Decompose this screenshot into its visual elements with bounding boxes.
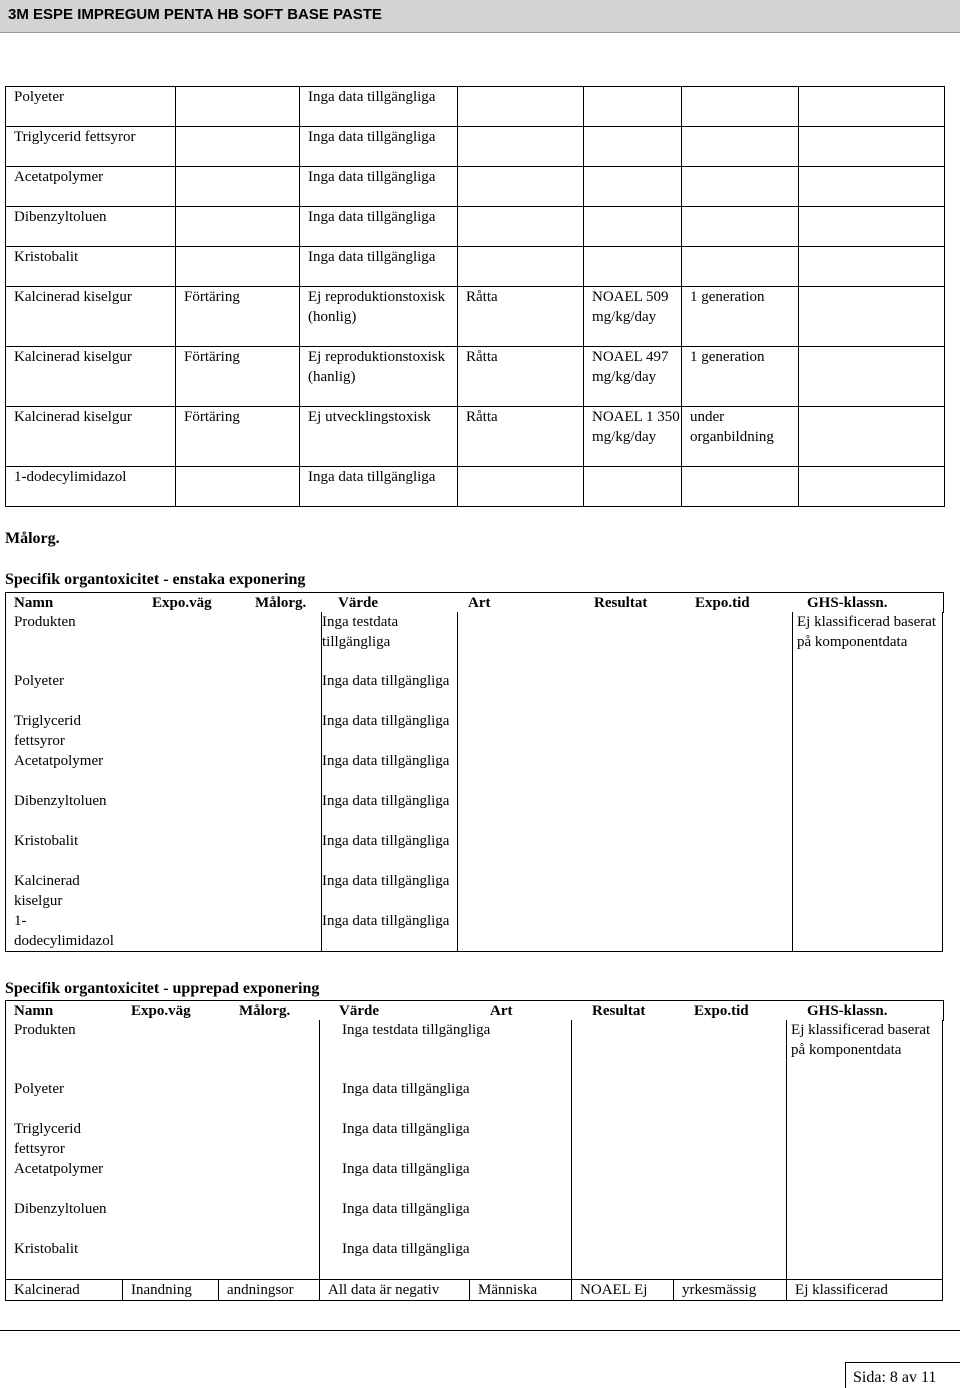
header-malorg: Målorg.: [255, 595, 307, 611]
header-art: Art: [490, 1003, 513, 1019]
table-row: [6, 127, 945, 167]
header-varde: Värde: [338, 595, 378, 611]
result-cell: [584, 127, 682, 167]
value-cell: Ej reproduktionstoxisk (honlig): [300, 287, 458, 347]
substance-name: Produkten: [6, 612, 322, 671]
value-cell: Inga testdata tillgängliga: [322, 612, 458, 671]
table-row: [6, 347, 945, 407]
exposure-route: [176, 127, 300, 167]
duration-cell: [682, 247, 799, 287]
value-cell: Inga data tillgängliga: [322, 671, 458, 711]
single-exposure-header-row: [5, 592, 944, 613]
substance-name: Kristobalit: [6, 247, 176, 287]
empty-cell: [793, 911, 943, 952]
species-cell: [458, 467, 584, 507]
table-row: [6, 207, 945, 247]
header-ghs: GHS-klassn.: [807, 1003, 888, 1019]
substance-name: Dibenzyltoluen: [6, 791, 322, 831]
exposure-route: [176, 87, 300, 127]
empty-cell: [793, 871, 943, 911]
substance-name: Kalcinerad kiselgur: [6, 347, 176, 407]
value-cell: Inga data tillgängliga: [322, 751, 458, 791]
empty-cell: [793, 751, 943, 791]
result-cell: [584, 247, 682, 287]
repeated-exposure-header-row: [5, 1000, 944, 1021]
empty-cell: [458, 911, 793, 952]
species-cell: [458, 167, 584, 207]
substance-name: 1-dodecylimidazol: [6, 911, 322, 952]
value-cell: Inga data tillgängliga: [300, 467, 458, 507]
table-row: [6, 87, 945, 127]
value-cell: Inga data tillgängliga: [320, 1079, 572, 1119]
duration-cell: [682, 127, 799, 167]
duration-cell: [682, 207, 799, 247]
empty-cell: [458, 831, 793, 871]
duration-cell: under organbildning: [682, 407, 799, 467]
table-row: [6, 167, 945, 207]
product-row: [6, 612, 943, 671]
duration-cell: [682, 167, 799, 207]
header-expo-tid: Expo.tid: [695, 595, 750, 611]
substance-name: Kalcinerad kiselgur: [6, 871, 322, 911]
substance-name: Triglycerid fettsyror: [6, 1119, 320, 1159]
table-row: [6, 711, 943, 751]
table-row: [6, 751, 943, 791]
species-cell: Människa: [470, 1280, 572, 1301]
value-cell: Inga data tillgängliga: [322, 831, 458, 871]
exposure-route: Förtäring: [176, 347, 300, 407]
value-cell: Ej utvecklingstoxisk: [300, 407, 458, 467]
exposure-route: [176, 167, 300, 207]
empty-cell: [572, 1159, 787, 1199]
species-cell: Råtta: [458, 407, 584, 467]
value-cell: Inga data tillgängliga: [320, 1199, 572, 1239]
empty-cell: [572, 1020, 787, 1079]
empty-cell: [787, 1119, 943, 1159]
substance-name: Kristobalit: [6, 831, 322, 871]
value-cell: Inga data tillgängliga: [300, 167, 458, 207]
value-cell: Inga data tillgängliga: [320, 1239, 572, 1280]
duration-cell: [682, 87, 799, 127]
exposure-route: [176, 247, 300, 287]
empty-cell: [799, 347, 945, 407]
header-resultat: Resultat: [592, 1003, 646, 1019]
substance-name: 1-dodecylimidazol: [6, 467, 176, 507]
footer-divider: [0, 1330, 960, 1331]
table-row: [6, 1119, 943, 1159]
table-row: [6, 407, 945, 467]
table-row: [6, 1079, 943, 1119]
table-row: [6, 831, 943, 871]
empty-cell: [787, 1239, 943, 1280]
empty-cell: [799, 247, 945, 287]
header-namn: Namn: [14, 1003, 54, 1019]
substance-name: Acetatpolymer: [6, 1159, 320, 1199]
result-cell: [584, 207, 682, 247]
table-row: [6, 871, 943, 911]
empty-cell: [458, 711, 793, 751]
empty-cell: [793, 831, 943, 871]
value-cell: Inga data tillgängliga: [320, 1159, 572, 1199]
substance-name: Polyeter: [6, 87, 176, 127]
header-namn: Namn: [14, 595, 54, 611]
empty-cell: [793, 791, 943, 831]
value-cell: Inga data tillgängliga: [300, 207, 458, 247]
table-row: [6, 1159, 943, 1199]
value-cell: Inga data tillgängliga: [300, 127, 458, 167]
substance-name: Kristobalit: [6, 1239, 320, 1280]
result-cell: NOAEL Ej: [572, 1280, 674, 1301]
target-organ-label: Målorg.: [5, 530, 60, 547]
table-row: [6, 791, 943, 831]
product-row: [6, 1020, 943, 1079]
table-row: [6, 287, 945, 347]
substance-name: Triglycerid fettsyror: [6, 127, 176, 167]
value-cell: Inga data tillgängliga: [322, 871, 458, 911]
empty-cell: [458, 751, 793, 791]
reproductive-toxicity-table: [5, 86, 945, 507]
value-cell: Inga testdata tillgängliga: [320, 1020, 572, 1079]
target-organ: andningsor: [219, 1280, 320, 1301]
substance-name: Kalcinerad kiselgur: [6, 407, 176, 467]
empty-cell: [793, 711, 943, 751]
duration-cell: [682, 467, 799, 507]
substance-name: Dibenzyltoluen: [6, 207, 176, 247]
empty-cell: [799, 407, 945, 467]
species-cell: [458, 207, 584, 247]
substance-name: Dibenzyltoluen: [6, 1199, 320, 1239]
empty-cell: [458, 671, 793, 711]
table-row: [6, 1239, 943, 1280]
repeated-exposure-table: [5, 1020, 943, 1301]
substance-name: Acetatpolymer: [6, 167, 176, 207]
exposure-route: Förtäring: [176, 287, 300, 347]
empty-cell: [458, 871, 793, 911]
exposure-route: [176, 207, 300, 247]
species-cell: [458, 87, 584, 127]
substance-name: Produkten: [6, 1020, 320, 1079]
exposure-route: Inandning: [123, 1280, 219, 1301]
table-row: [6, 1280, 943, 1301]
empty-cell: [799, 127, 945, 167]
document-header: [0, 0, 960, 32]
duration-cell: 1 generation: [682, 287, 799, 347]
value-cell: Inga data tillgängliga: [320, 1119, 572, 1159]
empty-cell: [799, 207, 945, 247]
empty-cell: [793, 671, 943, 711]
empty-cell: [572, 1119, 787, 1159]
value-cell: Inga data tillgängliga: [322, 911, 458, 952]
value-cell: All data är negativ: [320, 1280, 470, 1301]
page-number: Sida: 8 av 11: [853, 1369, 937, 1386]
substance-name: Polyeter: [6, 1079, 320, 1119]
table-row: [6, 671, 943, 711]
header-resultat: Resultat: [594, 595, 648, 611]
result-cell: NOAEL 1 350 mg/kg/day: [584, 407, 682, 467]
empty-cell: [787, 1199, 943, 1239]
substance-name: Triglycerid fettsyror: [6, 711, 322, 751]
empty-cell: [572, 1199, 787, 1239]
empty-cell: [458, 791, 793, 831]
value-cell: Ej reproduktionstoxisk (hanlig): [300, 347, 458, 407]
table-row: [6, 247, 945, 287]
header-malorg: Målorg.: [239, 1003, 291, 1019]
table-row: [6, 911, 943, 952]
result-cell: [584, 87, 682, 127]
header-art: Art: [468, 595, 491, 611]
table-row: [6, 467, 945, 507]
result-cell: NOAEL 497 mg/kg/day: [584, 347, 682, 407]
substance-name: Acetatpolymer: [6, 751, 322, 791]
value-cell: Inga data tillgängliga: [322, 711, 458, 751]
repeated-exposure-title: Specifik organtoxicitet - upprepad exponering: [5, 980, 320, 997]
species-cell: [458, 127, 584, 167]
duration-cell: 1 generation: [682, 347, 799, 407]
ghs-cell: Ej klassificerad: [787, 1280, 943, 1301]
header-expo-tid: Expo.tid: [694, 1003, 749, 1019]
empty-cell: [799, 87, 945, 127]
ghs-cell: Ej klassificerad baserat på komponentdata: [793, 612, 943, 671]
empty-cell: [572, 1079, 787, 1119]
empty-cell: [572, 1239, 787, 1280]
substance-name: Kalcinerad: [6, 1280, 123, 1301]
empty-cell: [787, 1159, 943, 1199]
species-cell: Råtta: [458, 287, 584, 347]
table-row: [6, 1199, 943, 1239]
empty-cell: [799, 467, 945, 507]
empty-cell: [799, 287, 945, 347]
ghs-cell: Ej klassificerad baserat på komponentdata: [787, 1020, 943, 1079]
value-cell: Inga data tillgängliga: [300, 87, 458, 127]
single-exposure-title: Specifik organtoxicitet - enstaka exponering: [5, 571, 306, 588]
empty-cell: [799, 167, 945, 207]
header-expo-vag: Expo.väg: [131, 1003, 191, 1019]
value-cell: Inga data tillgängliga: [300, 247, 458, 287]
empty-cell: [787, 1079, 943, 1119]
duration-cell: yrkesmässig: [674, 1280, 787, 1301]
result-cell: NOAEL 509 mg/kg/day: [584, 287, 682, 347]
value-cell: Inga data tillgängliga: [322, 791, 458, 831]
header-ghs: GHS-klassn.: [807, 595, 888, 611]
document-title: 3M ESPE IMPREGUM PENTA HB SOFT BASE PASTE: [8, 6, 382, 23]
species-cell: Råtta: [458, 347, 584, 407]
substance-name: Kalcinerad kiselgur: [6, 287, 176, 347]
header-expo-vag: Expo.väg: [152, 595, 212, 611]
substance-name: Polyeter: [6, 671, 322, 711]
header-divider: [0, 32, 960, 33]
exposure-route: Förtäring: [176, 407, 300, 467]
species-cell: [458, 247, 584, 287]
single-exposure-table: [5, 612, 943, 952]
empty-cell: [458, 612, 793, 671]
exposure-route: [176, 467, 300, 507]
result-cell: [584, 467, 682, 507]
header-varde: Värde: [339, 1003, 379, 1019]
result-cell: [584, 167, 682, 207]
